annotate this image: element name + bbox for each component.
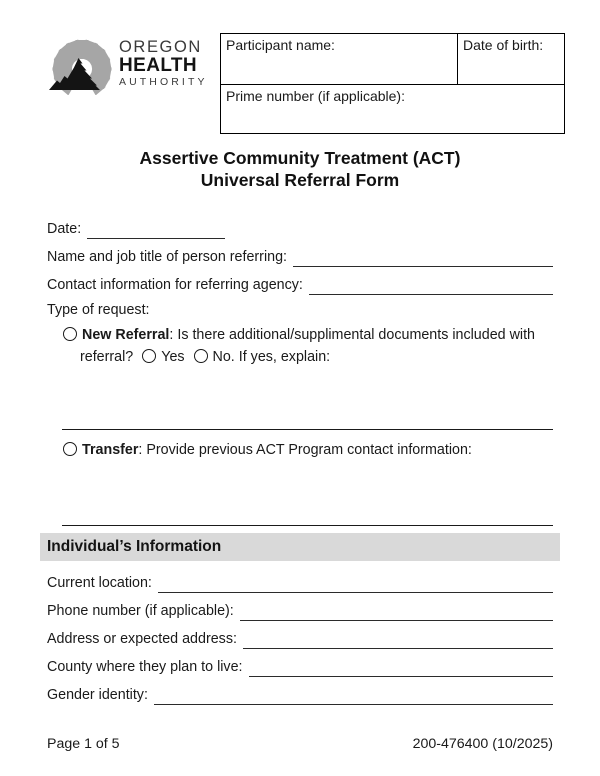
- logo-line-authority: AUTHORITY: [119, 76, 208, 89]
- transfer-option: [47, 439, 553, 461]
- page-number: Page 1 of 5: [47, 736, 120, 752]
- identification-table: [220, 33, 565, 134]
- date-of-birth-cell[interactable]: [458, 34, 565, 85]
- phone-number-row: [47, 593, 553, 621]
- date-input-line[interactable]: [87, 211, 225, 239]
- agency-contact-label: Contact information for referring agency:: [47, 277, 303, 293]
- transfer-text: : Provide previous ACT Program contact information:: [138, 442, 472, 458]
- oha-sunburst-mountain-icon: [47, 33, 115, 95]
- new-referral-option: [47, 324, 553, 368]
- individual-info-section-header: [40, 533, 560, 561]
- oha-logo: [47, 33, 210, 95]
- transfer-writing-line[interactable]: [62, 525, 553, 526]
- current-location-label: Current location:: [47, 575, 152, 591]
- page-footer: [47, 736, 553, 752]
- date-of-birth-label: Date of birth:: [463, 37, 544, 53]
- current-location-input-line[interactable]: [158, 565, 553, 593]
- type-of-request-label: Type of request:: [47, 302, 150, 318]
- prime-number-cell[interactable]: [221, 85, 565, 134]
- form-title-line2: Universal Referral Form: [200, 170, 400, 190]
- no-label: No. If yes, explain:: [212, 349, 331, 365]
- agency-contact-input-line[interactable]: [309, 267, 553, 295]
- new-referral-radio[interactable]: [63, 327, 77, 341]
- individual-info-fields: [47, 565, 553, 705]
- referrer-label: Name and job title of person referring:: [47, 249, 287, 265]
- current-location-row: [47, 565, 553, 593]
- transfer-option-name: Transfer: [82, 442, 139, 458]
- new-referral-option-name: New Referral: [82, 327, 170, 343]
- transfer-radio[interactable]: [63, 442, 77, 456]
- new-referral-question: : Is there additional/supplimental documents included with referral?: [80, 327, 535, 365]
- yes-radio[interactable]: [142, 349, 156, 363]
- type-of-request-row: [47, 295, 553, 319]
- referrer-row: [47, 239, 553, 267]
- county-label: County where they plan to live:: [47, 659, 243, 675]
- oha-logo-text: [119, 39, 208, 95]
- address-label: Address or expected address:: [47, 631, 237, 647]
- referral-info-section: [47, 211, 553, 705]
- individual-info-section-title: Individual’s Information: [47, 538, 222, 555]
- gender-identity-label: Gender identity:: [47, 687, 148, 703]
- address-input-line[interactable]: [243, 621, 553, 649]
- phone-number-label: Phone number (if applicable):: [47, 603, 234, 619]
- form-number: 200-476400 (10/2025): [412, 736, 553, 752]
- form-title: [47, 147, 553, 191]
- no-radio[interactable]: [194, 349, 208, 363]
- form-title-line1: Assertive Community Treatment (ACT): [139, 148, 461, 168]
- county-input-line[interactable]: [249, 649, 553, 677]
- address-row: [47, 621, 553, 649]
- phone-number-input-line[interactable]: [240, 593, 553, 621]
- agency-contact-row: [47, 267, 553, 295]
- county-row: [47, 649, 553, 677]
- participant-name-label: Participant name:: [226, 37, 335, 53]
- explain-writing-line-1[interactable]: [62, 429, 553, 430]
- page-header: [47, 33, 553, 134]
- date-label: Date:: [47, 221, 82, 237]
- prime-number-label: Prime number (if applicable):: [226, 88, 405, 104]
- logo-line-health: HEALTH: [119, 55, 198, 77]
- participant-name-cell[interactable]: [221, 34, 458, 85]
- referrer-input-line[interactable]: [293, 239, 553, 267]
- gender-identity-input-line[interactable]: [154, 677, 553, 705]
- logo-line-oregon: OREGON: [119, 38, 202, 56]
- gender-identity-row: [47, 677, 553, 705]
- yes-label: Yes: [161, 349, 185, 365]
- date-row: [47, 211, 553, 239]
